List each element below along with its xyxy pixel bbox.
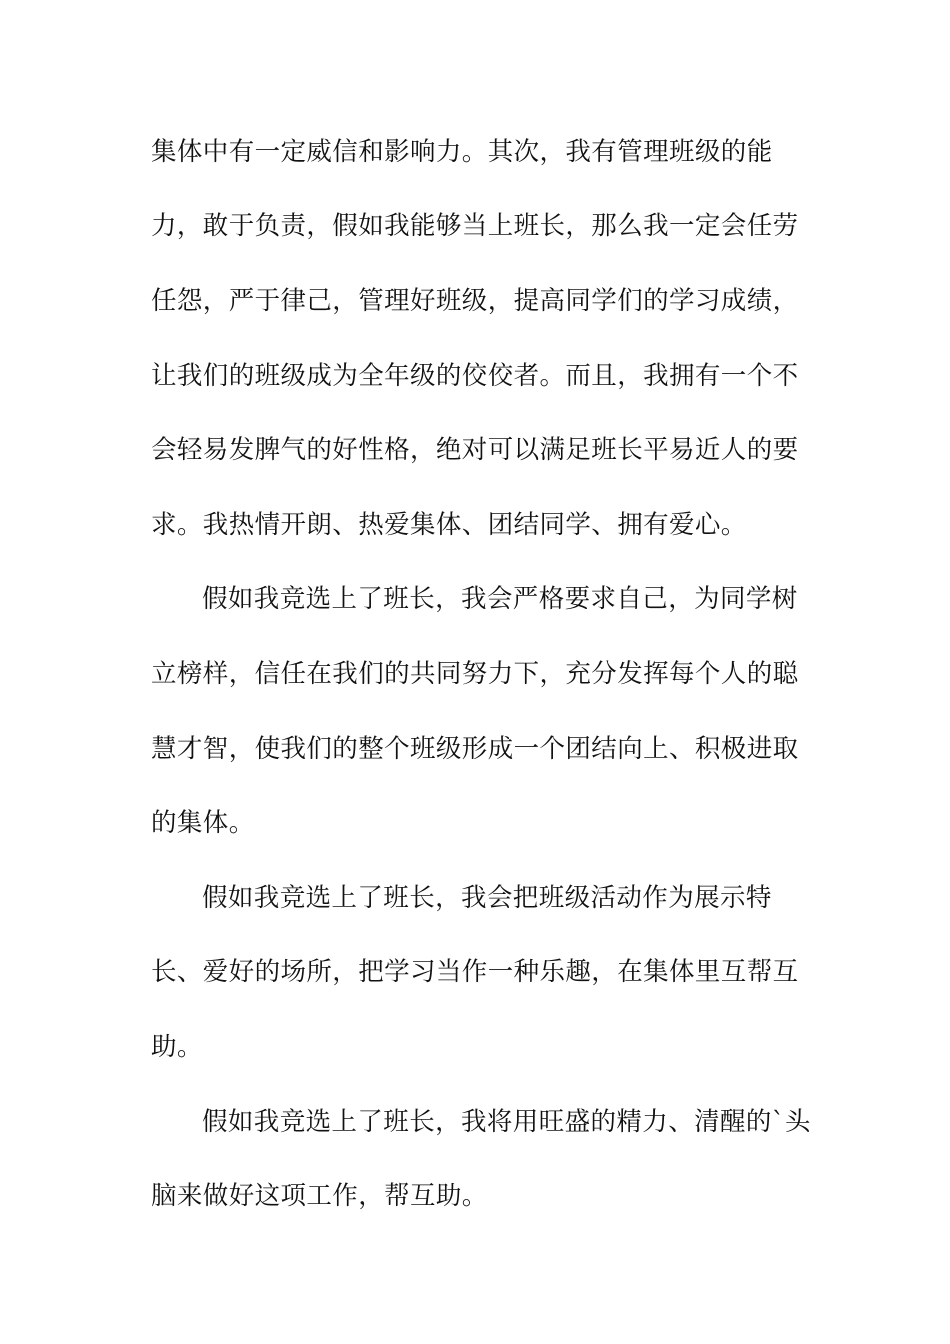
text-line: 助。 xyxy=(151,1032,203,1062)
text-line: 慧才智，使我们的整个班级形成一个团结向上、积极进取 xyxy=(151,734,799,764)
text-line: 让我们的班级成为全年级的佼佼者。而且，我拥有一个不 xyxy=(151,361,799,391)
text-line: 力，敢于负责，假如我能够当上班长，那么我一定会任劳 xyxy=(151,211,799,241)
text-line: 脑来做好这项工作，帮互助。 xyxy=(151,1181,488,1211)
text-line: 求。我热情开朗、热爱集体、团结同学、拥有爱心。 xyxy=(151,510,747,540)
paragraph-first-line: 假如我竞选上了班长，我会严格要求自己，为同学树 xyxy=(202,584,798,614)
text-line: 立榜样，信任在我们的共同努力下，充分发挥每个人的聪 xyxy=(151,659,799,689)
text-line: 会轻易发脾气的好性格，绝对可以满足班长平易近人的要 xyxy=(151,435,799,465)
paragraph-first-line: 假如我竞选上了班长，我将用旺盛的精力、清醒的`头 xyxy=(202,1107,811,1137)
text-line: 集体中有一定威信和影响力。其次，我有管理班级的能 xyxy=(151,137,773,167)
text-line: 长、爱好的场所，把学习当作一种乐趣，在集体里互帮互 xyxy=(151,957,799,987)
paragraph-first-line: 假如我竞选上了班长，我会把班级活动作为展示特 xyxy=(202,883,772,913)
text-line: 任怨，严于律己，管理好班级，提高同学们的学习成绩， xyxy=(151,286,799,316)
text-line: 的集体。 xyxy=(151,808,255,838)
